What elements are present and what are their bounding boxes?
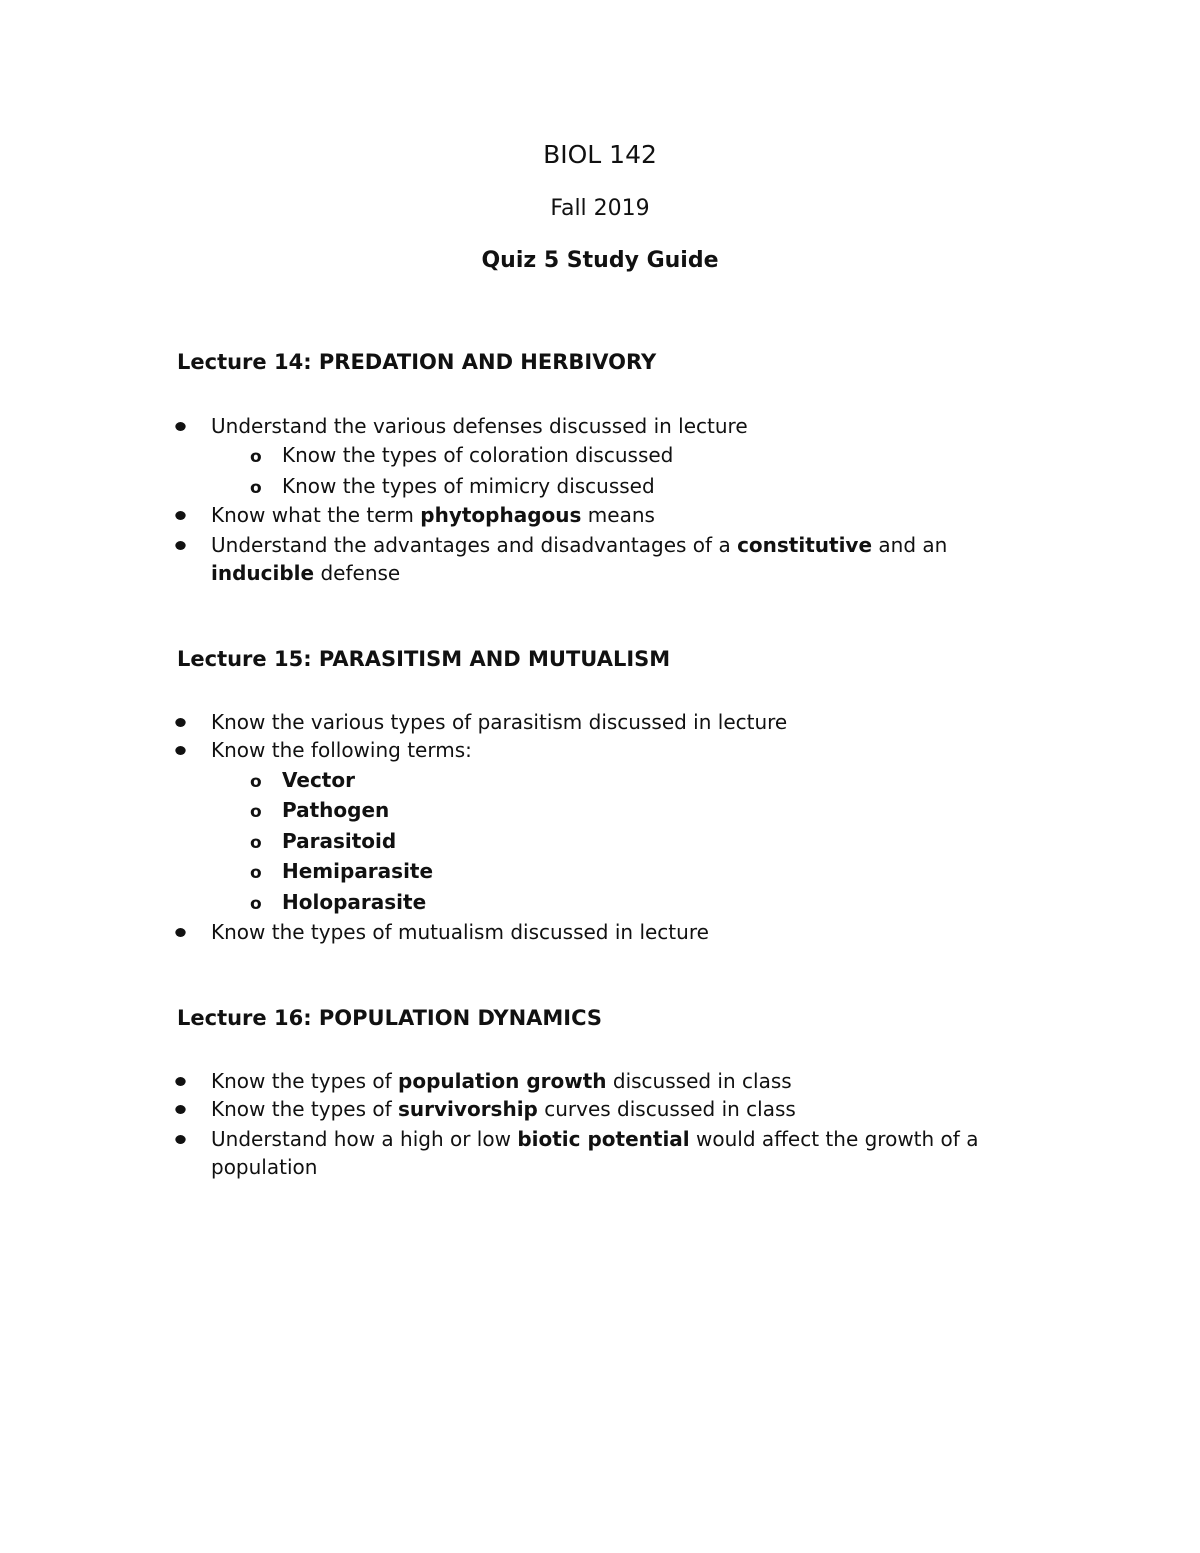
item-text: Know the types of: [211, 1069, 399, 1093]
sub-list-item: Parasitoid: [282, 829, 397, 853]
bullet-icon: [175, 718, 185, 727]
section-heading-lecture-15: Lecture 15: PARASITISM AND MUTUALISM: [177, 647, 671, 671]
list-item: [211, 531, 947, 560]
list-item: Know the various types of parasitism discussed in lecture: [211, 710, 788, 734]
list-item: [211, 501, 655, 530]
sub-list-item: Know the types of mimicry discussed: [282, 474, 655, 498]
sub-list-item: Holoparasite: [282, 890, 427, 914]
sub-bullet-icon: o: [250, 772, 262, 792]
list-item-continuation: population: [211, 1155, 318, 1179]
sub-bullet-icon: o: [250, 833, 262, 853]
list-item-continuation: [211, 559, 400, 588]
bullet-icon: [175, 422, 185, 431]
sub-list-item: Vector: [282, 768, 355, 792]
item-text: Know the types of: [211, 1097, 399, 1121]
section-heading-lecture-16: Lecture 16: POPULATION DYNAMICS: [177, 1006, 603, 1030]
sub-bullet-icon: o: [250, 894, 262, 914]
item-text: discussed in class: [606, 1069, 792, 1093]
bullet-icon: [175, 541, 185, 550]
item-text: Know what the term: [211, 503, 421, 527]
sub-bullet-icon: o: [250, 863, 262, 883]
key-term: biotic potential: [517, 1127, 690, 1151]
key-term: population growth: [398, 1069, 607, 1093]
item-text: Understand how a high or low: [211, 1127, 518, 1151]
item-text: defense: [314, 561, 401, 585]
item-text: means: [581, 503, 655, 527]
list-item: [211, 1125, 978, 1154]
sub-list-item: Know the types of coloration discussed: [282, 443, 674, 467]
section-heading-lecture-14: Lecture 14: PREDATION AND HERBIVORY: [177, 350, 657, 374]
list-item: Know the types of mutualism discussed in lecture: [211, 920, 709, 944]
list-item: Understand the various defenses discussed in lecture: [211, 414, 748, 438]
list-item: [211, 1095, 796, 1124]
item-text: curves discussed in class: [537, 1097, 796, 1121]
sub-bullet-icon: o: [250, 802, 262, 822]
key-term: survivorship: [398, 1097, 538, 1121]
bullet-icon: [175, 1077, 185, 1086]
item-text: and an: [872, 533, 948, 557]
bullet-icon: [175, 928, 185, 937]
guide-title: Quiz 5 Study Guide: [481, 248, 719, 273]
key-term: inducible: [211, 561, 315, 585]
term-label: Fall 2019: [550, 196, 650, 221]
list-item: Know the following terms:: [211, 738, 472, 762]
bullet-icon: [175, 1105, 185, 1114]
course-title: BIOL 142: [543, 140, 657, 169]
sub-list-item: Hemiparasite: [282, 859, 434, 883]
item-text: would affect the growth of a: [689, 1127, 979, 1151]
item-text: Understand the advantages and disadvantages of a: [211, 533, 738, 557]
sub-bullet-icon: o: [250, 447, 262, 467]
bullet-icon: [175, 746, 185, 755]
bullet-icon: [175, 1135, 185, 1144]
list-item: [211, 1067, 792, 1096]
bullet-icon: [175, 511, 185, 520]
key-term: constitutive: [737, 533, 873, 557]
sub-bullet-icon: o: [250, 478, 262, 498]
sub-list-item: Pathogen: [282, 798, 390, 822]
key-term: phytophagous: [420, 503, 582, 527]
